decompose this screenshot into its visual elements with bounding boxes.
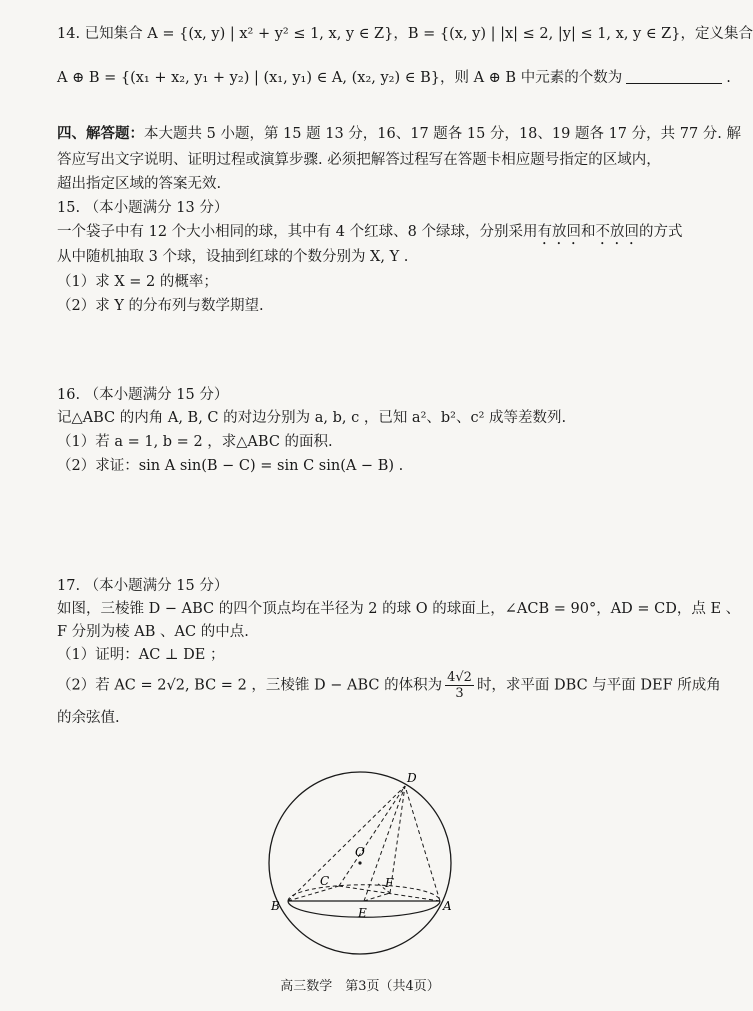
- q16-part-1: （1）若 a = 1, b = 2 ，求△ABC 的面积.: [57, 434, 333, 450]
- label-f: F: [385, 876, 394, 890]
- section-4-line-3: 超出指定区域的答案无效.: [57, 176, 222, 192]
- label-o: O: [355, 845, 365, 859]
- edge-cd: [339, 786, 405, 886]
- q17-part-2: [57, 670, 721, 701]
- q15-heading: 15. （本小题满分 13 分）: [57, 200, 229, 216]
- q15-line-1-b: 和: [580, 224, 596, 240]
- volume-fraction: [445, 670, 474, 701]
- section-4-line-2: 答应写出文字说明、证明过程或演算步骤. 必须把解答过程写在答题卡相应题号指定的区域内，: [57, 152, 661, 168]
- q17-heading: 17. （本小题满分 15 分）: [57, 578, 229, 594]
- q16-line-1: 记△ABC 的内角 A, B, C 的对边分别为 a, b, c ，已知 a²、b²、c² 成等差数列.: [57, 410, 567, 426]
- label-e: E: [358, 906, 367, 920]
- q17-line-2: F 分别为棱 AB 、AC 的中点.: [57, 624, 249, 640]
- q14-line-2-end: .: [726, 70, 731, 86]
- section-4-line-1: [57, 124, 741, 144]
- label-c: C: [320, 874, 330, 888]
- fraction-numerator: 4√2: [447, 670, 472, 685]
- q15-emph-1: 有放回: [537, 224, 581, 240]
- center-o-point: [358, 861, 361, 864]
- q15-part-2: （2）求 Y 的分布列与数学期望.: [57, 298, 264, 314]
- sphere-tetrahedron-figure: [265, 750, 455, 966]
- q15-emph-2: 不放回: [595, 224, 639, 240]
- label-d: D: [407, 771, 417, 785]
- q16-heading: 16. （本小题满分 15 分）: [57, 387, 229, 403]
- label-a: A: [443, 899, 452, 913]
- page-footer: 高三数学 第3页（共4页）: [280, 979, 440, 994]
- q15-line-1-c: 的方式: [638, 224, 683, 240]
- q15-line-1: [57, 222, 682, 248]
- section-4-intro-1: 本大题共 5 小题，第 15 题 13 分，16、17 题各 15 分，18、19 题各 17 分，共 77 分. 解: [144, 126, 742, 142]
- q16-part-2: （2）求证：sin A sin(B − C) = sin C sin(A − B) .: [57, 458, 404, 474]
- q17-part-2-a: （2）若 AC = 2√2, BC = 2 ，三棱锥 D − ABC 的体积为: [57, 677, 443, 694]
- q15-line-2: 从中随机抽取 3 个球，设抽到红球的个数分别为 X, Y .: [57, 249, 409, 265]
- label-b: B: [271, 899, 280, 913]
- base-circle-back: [288, 885, 440, 901]
- q14-line-2: [57, 68, 731, 88]
- q15-part-1: （1）求 X = 2 的概率；: [57, 274, 218, 290]
- q17-part-2-cont: 的余弦值.: [57, 710, 120, 726]
- q15-line-1-a: 一个袋子中有 12 个大小相同的球，其中有 4 个红球、8 个绿球，分别采用: [57, 224, 538, 240]
- q17-line-1: 如图，三棱锥 D − ABC 的四个顶点均在半径为 2 的球 O 的球面上，∠ACB = 90°，AD = CD，点 E 、: [57, 601, 741, 617]
- section-4-title: 四、解答题：: [57, 125, 144, 142]
- fraction-denominator: 3: [455, 686, 464, 701]
- segment-ef: [364, 893, 390, 901]
- q17-part-1: （1）证明：AC ⊥ DE ；: [57, 647, 225, 663]
- q17-part-2-b: 时，求平面 DBC 与平面 DEF 所成角: [476, 677, 721, 694]
- answer-blank: [626, 69, 722, 84]
- edge-ad: [405, 786, 440, 901]
- q14-line-1: 14. 已知集合 A = {(x, y) | x² + y² ≤ 1, x, y ∈ Z}，B = {(x, y) | |x| ≤ 2, |y| ≤ 1, x, y ∈ Z}，定义集合: [57, 26, 753, 42]
- q14-line-2-text: A ⊕ B = {(x₁ + x₂, y₁ + y₂) | (x₁, y₁) ∈ A, (x₂, y₂) ∈ B}，则 A ⊕ B 中元素的个数为: [57, 70, 623, 86]
